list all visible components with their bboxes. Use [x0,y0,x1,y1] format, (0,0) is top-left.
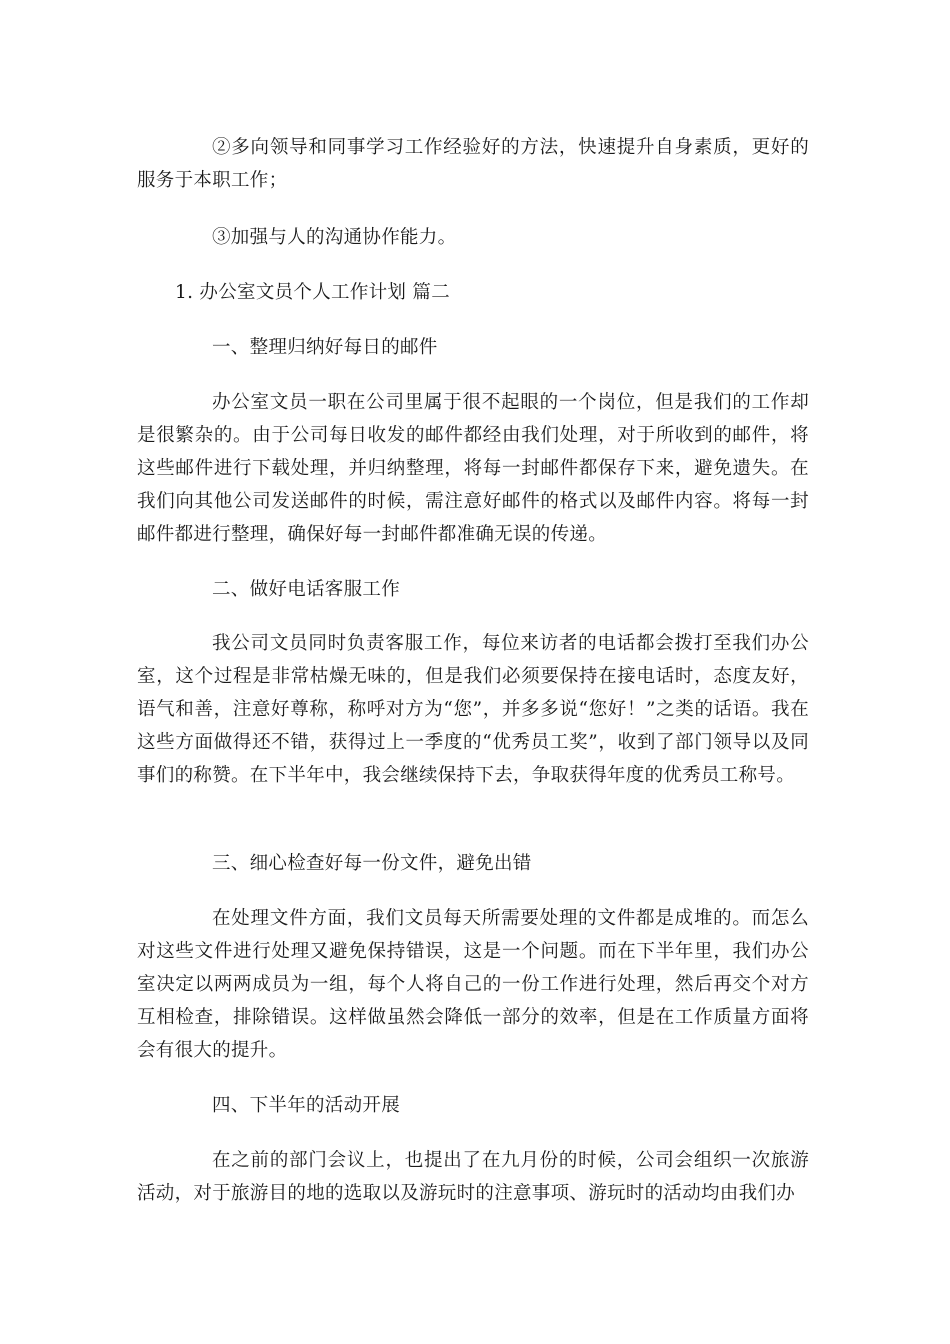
section-heading-1: 一、整理归纳好每日的邮件 [212,337,438,358]
paragraph-intro-point-3: ③加强与人的沟通协作能力。 [212,227,457,248]
section-heading-4: 四、下半年的活动开展 [212,1095,401,1116]
section-body-1: 办公室文员一职在公司里属于很不起眼的一个岗位，但是我们的工作却是很繁杂的。由于公司每日收发的邮件都经由我们处理，对于所收到的邮件，将这些邮件进行下载处理，并归纳整理，将每一封邮件都保存下来，避免遗失。在我们向其他公司发送邮件的时候，需注意好邮件的格式以及邮件内容。将每一封邮件都进行整理，确保好每一封邮件都准确无误的传递。 [137,392,809,545]
section-body-4: 在之前的部门会议上，也提出了在九月份的时候，公司会组织一次旅游活动，对于旅游目的地的选取以及游玩时的注意事项、游玩时的活动均由我们办 [137,1150,809,1204]
paragraph-intro-point-2: ②多向领导和同事学习工作经验好的方法，快速提升自身素质，更好的服务于本职工作； [137,137,809,191]
section-heading-2: 二、做好电话客服工作 [212,579,401,600]
section-body-3: 在处理文件方面，我们文员每天所需要处理的文件都是成堆的。而怎么对这些文件进行处理又避免保持错误，这是一个问题。而在下半年里，我们办公室决定以两两成员为一组，每个人将自己的一份工作进行处理，然后再交个对方互相检查，排除错误。这样做虽然会降低一部分的效率，但是在工作质量方面将会有很大的提升。 [137,908,809,1061]
section-body-2: 我公司文员同时负责客服工作，每位来访者的电话都会拨打至我们办公室，这个过程是非常枯燥无味的，但是我们必须要保持在接电话时，态度友好，语气和善，注意好尊称，称呼对方为“您”，并多多说“您好！”之类的话语。我在这些方面做得还不错，获得过上一季度的“优秀员工奖”，收到了部门领导以及同事们的称赞。在下半年中，我会继续保持下去，争取获得年度的优秀员工称号。 [137,633,809,786]
section-heading-3: 三、细心检查好每一份文件，避免出错 [212,853,532,874]
document-title: 1. 办公室文员个人工作计划 篇二 [175,282,451,303]
